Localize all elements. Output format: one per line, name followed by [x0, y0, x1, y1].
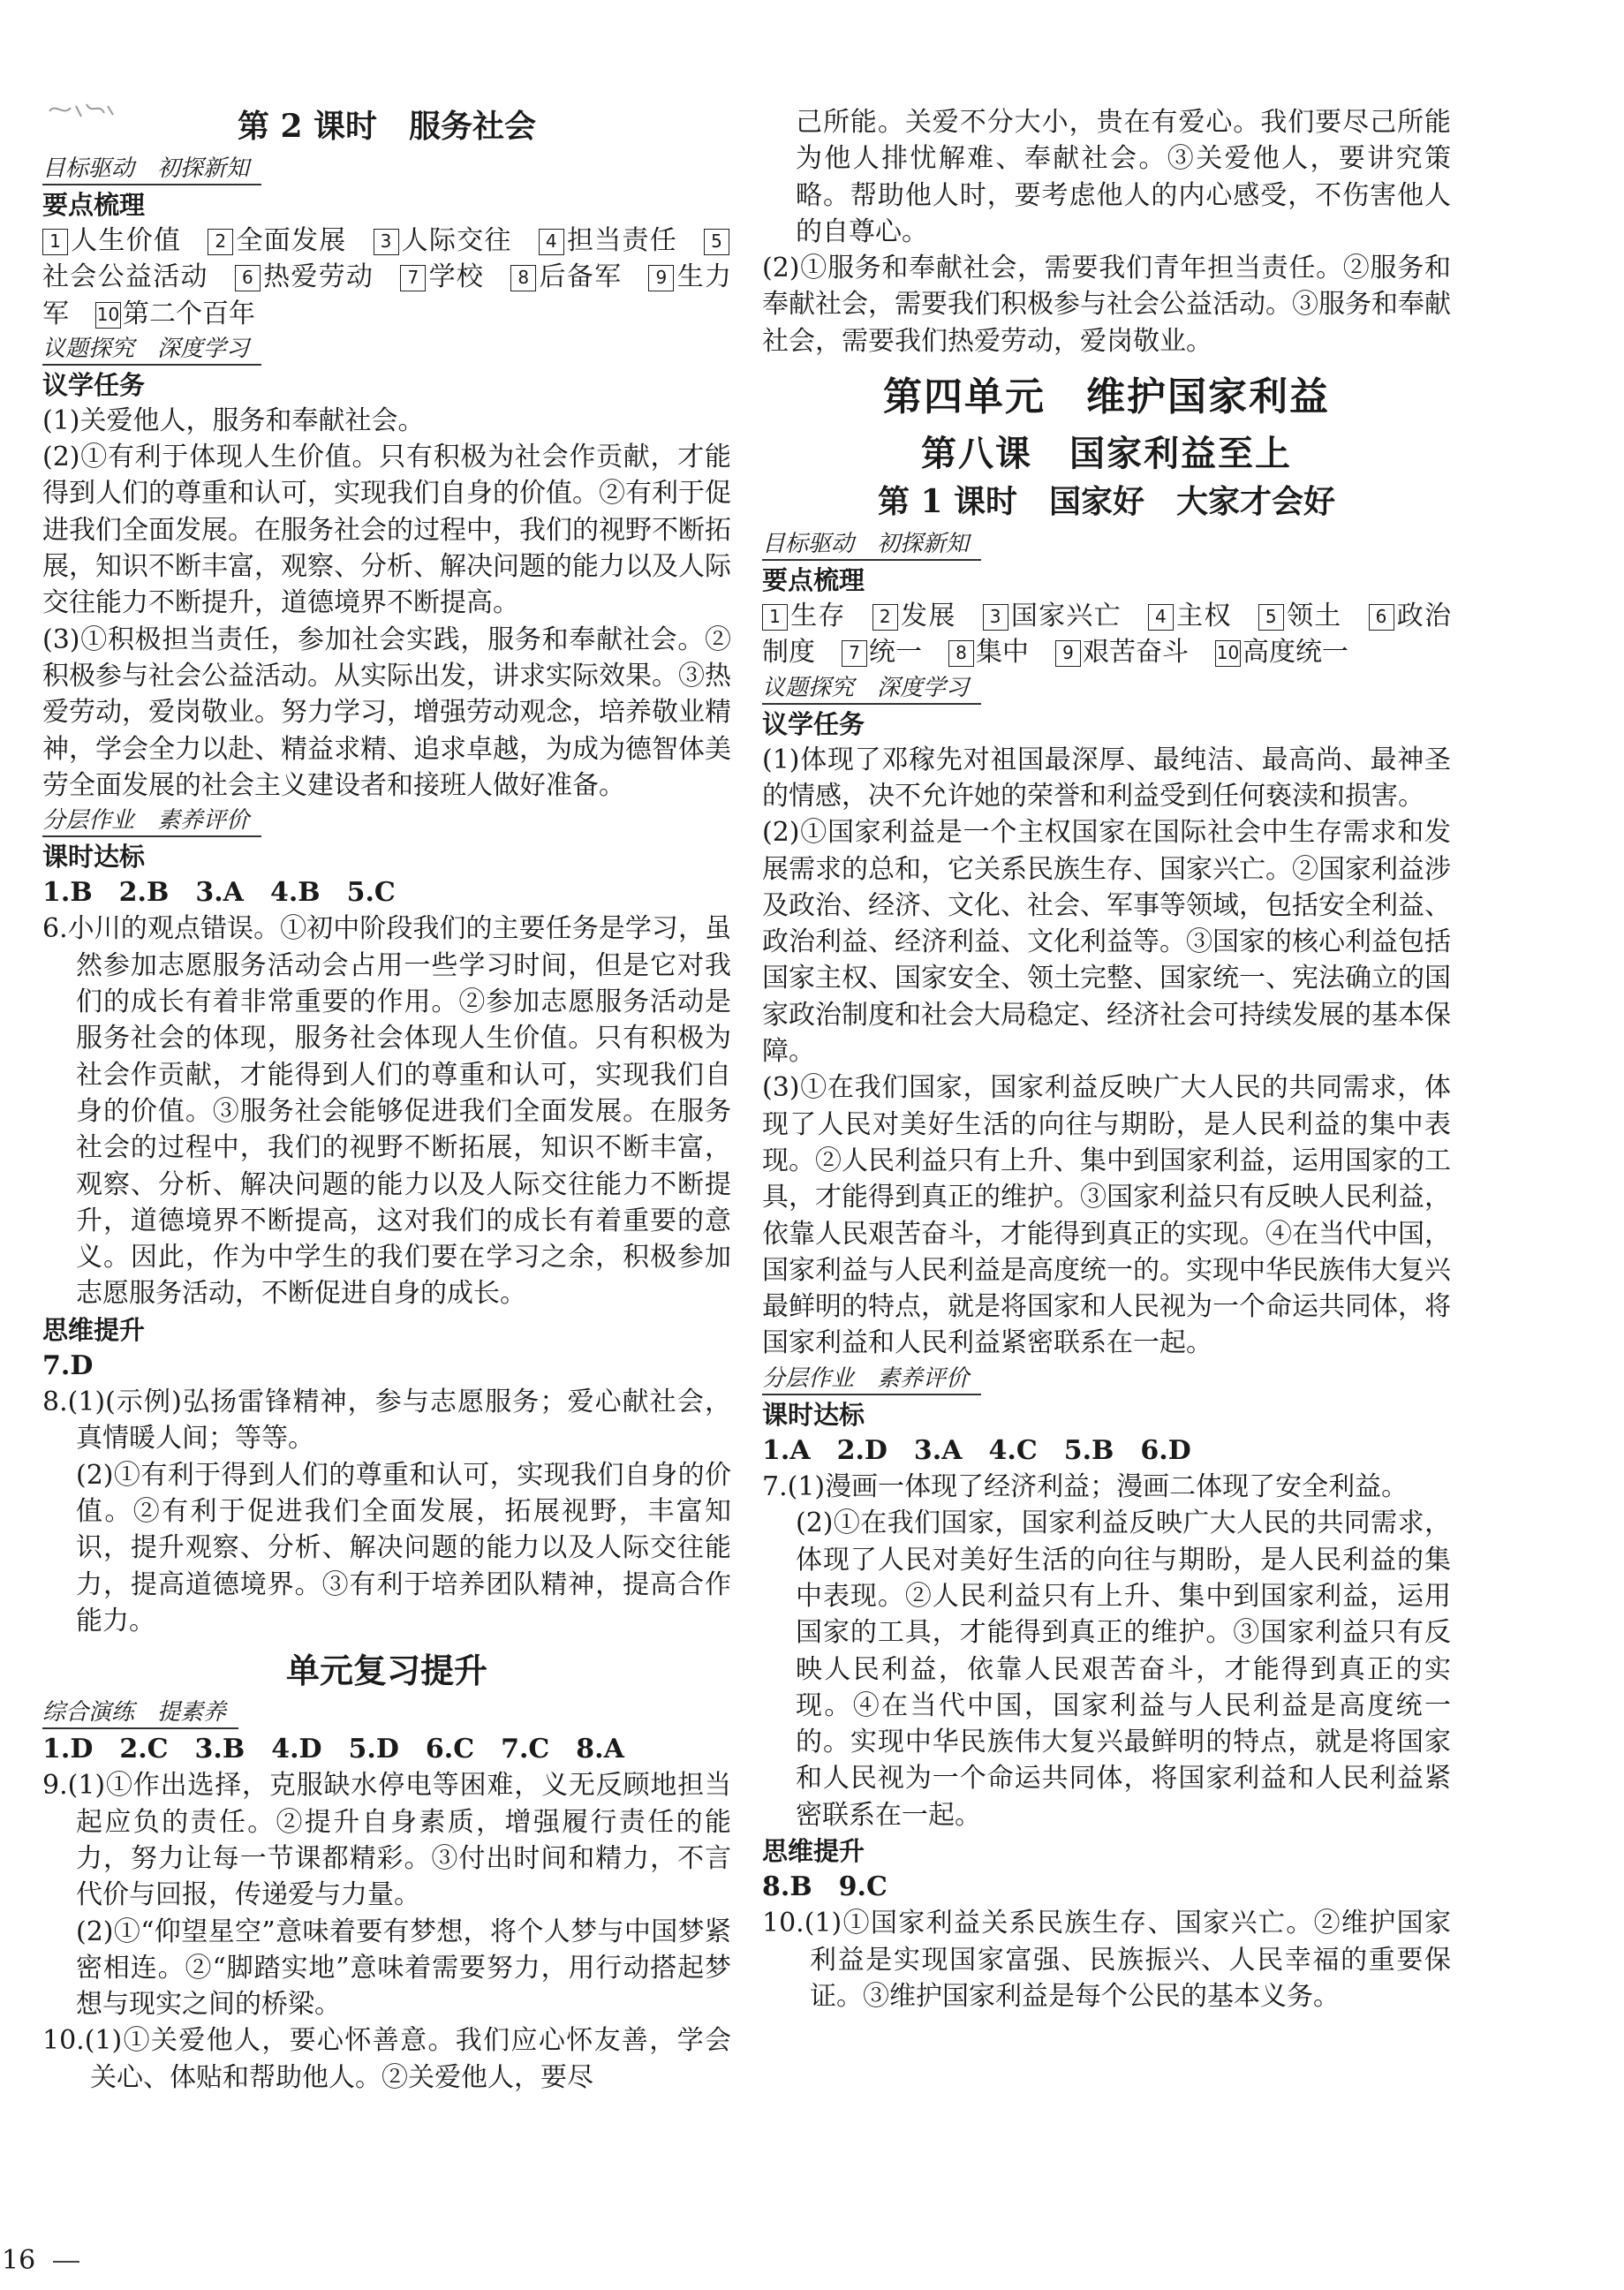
section-heading: 要点梳理: [42, 190, 146, 220]
question-answer: 6.小川的观点错误。①初中阶段我们的主要任务是学习，虽然参加志愿服务活动会占用一些学习时间，但是它对我们的成长有着非常重要的作用。②参加志愿服务活动是服务社会的体现，服务社会体现人生价值。只有积极为社会作贡献，才能得到人们的尊重和认可，实现我们自身的价值。③服务社会能够促进我们全面发展。在服务社会的过程中，我们的视野不断拓展，知识不断丰富，观察、分析、解决问题的能力以及人际交往能力不断提升，道德境界不断提高，这对我们的成长有着重要的意义。因此，作为中学生的我们要在学习之余，积极参加志愿服务活动，不断促进自身的成长。: [42, 913, 731, 1310]
task-answer: (1)关爱他人，服务和奉献社会。: [42, 404, 425, 436]
key-point-item: [374, 225, 512, 256]
key-point-item: [1258, 601, 1342, 631]
section-banner: 分层作业 素养评价: [762, 1364, 981, 1395]
key-point-number-box: 1: [42, 229, 68, 255]
task-answer: (3)①积极担当责任，参加社会实践，服务和奉献社会。②积极参与社会公益活动。从实际出发，讲求实际效果。③热爱劳动，爱岗敬业。努力学习，增强劳动观念，培养敬业精神，学会全力以赴、精益求精、追求卓越，为成为德智体美劳全面发展的社会主义建设者和接班人做好准备。: [42, 624, 731, 801]
key-point-text: 生力军: [42, 261, 732, 329]
key-point-number-box: 2: [872, 604, 898, 631]
key-point-text: 担当责任: [565, 225, 677, 256]
key-point-item: [42, 225, 181, 256]
right-column: [762, 104, 1451, 2014]
key-point-number-box: 3: [374, 229, 399, 255]
unit-title: 第四单元 维护国家利益: [883, 374, 1330, 420]
key-point-text: 发展: [899, 601, 956, 632]
key-point-number-box: 3: [983, 604, 1008, 631]
key-point-text: 主权: [1175, 601, 1232, 632]
key-point-number-box: 10: [95, 302, 121, 329]
key-point-item: [842, 637, 922, 668]
key-point-item: [400, 261, 484, 292]
lesson-title: 第 1 课时 国家好 大家才会好: [877, 483, 1336, 521]
key-point-text: 人生价值: [70, 225, 182, 256]
choice-answers: 8.B 9.C: [762, 1871, 888, 1902]
key-point-item: [872, 601, 956, 631]
key-point-number-box: 4: [539, 229, 564, 255]
section-banner: 综合演练 提素养: [42, 1697, 238, 1729]
key-point-text: 集中: [976, 637, 1029, 669]
question-answer: 10.(1)①国家利益关系民族生存、国家兴亡。②维护国家利益是实现国家富强、民族振兴、人民幸福的重要保证。③维护国家利益是每个公民的基本义务。: [762, 1908, 1451, 2012]
key-point-number-box: 8: [510, 265, 536, 291]
page-number-dash: [53, 2261, 79, 2263]
key-point-number-box: 2: [208, 229, 233, 255]
question-answer: 7.(1)漫画一体现了经济利益；漫画二体现了安全利益。: [762, 1471, 1409, 1503]
key-point-text: 政治制度: [762, 601, 1452, 669]
choice-answers: 7.D: [42, 1349, 94, 1381]
key-point-number-box: 9: [1055, 640, 1081, 667]
task-answer: (3)①在我们国家，国家利益反映广大人民的共同需求，体现了人民对美好生活的向往与期盼，是人民利益的集中表现。②人民利益只有上升、集中到国家利益，运用国家的工具，才能得到真正的维护。③国家利益只有反映人民利益，依靠人民艰苦奋斗，才能得到真正的实现。④在当代中国，国家利益与人民利益是高度统一的。实现中华民族伟大复兴最鲜明的特点，就是将国家和人民视为一个命运共同体，将国家利益和人民利益紧密联系在一起。: [762, 1072, 1451, 1359]
section-banner: 目标驱动 初探新知: [762, 529, 981, 561]
key-point-item: [1148, 601, 1232, 631]
key-point-item: [1055, 637, 1189, 668]
section-banner: 分层作业 素养评价: [42, 805, 261, 837]
key-point-item: [539, 225, 677, 256]
key-point-text: 人际交往: [400, 225, 512, 256]
choice-answers: 1.A 2.D 3.A 4.C 5.B 6.D: [762, 1434, 1191, 1466]
section-heading: 议学任务: [762, 708, 865, 739]
key-point-text: 后备军: [538, 261, 623, 293]
key-point-number-box: 4: [1148, 604, 1174, 631]
question-answer: 9.(1)①作出选择，克服缺水停电等困难，义无反顾地担当起应负的责任。②提升自身素质，增强履行责任的能力，努力让每一节课都精彩。③付出时间和精力，不言代价与回报，传递爱与力量。: [42, 1770, 731, 1911]
key-point-text: 第二个百年: [123, 298, 255, 329]
key-point-text: 社会公益活动: [42, 261, 208, 293]
page-number: 16: [2, 2245, 36, 2276]
key-point-item: [510, 261, 622, 292]
key-point-number-box: 5: [704, 229, 729, 255]
task-answer: (1)体现了邓稼先对祖国最深厚、最纯洁、最高尚、最神圣的情感，决不允许她的荣誉和利益受到任何亵渎和损害。: [762, 744, 1451, 812]
left-column: [42, 104, 731, 2096]
question-answer-part: (2)①“仰望星空”意味着要有梦想，将个人梦与中国梦紧密相连。②“脚踏实地”意味着需要努力，用行动搭起梦想与现实之间的桥梁。: [76, 1916, 731, 2021]
key-point-text: 全面发展: [235, 225, 347, 256]
key-point-text: 学校: [427, 261, 485, 293]
section-heading: 课时达标: [762, 1399, 865, 1430]
key-point-number-box: 6: [1369, 604, 1394, 631]
question-answer-part: (2)①在我们国家，国家利益反映广大人民的共同需求，体现了人民对美好生活的向往与期盼，是人民利益的集中表现。②人民利益只有上升、集中到国家利益，运用国家的工具，才能得到真正的维护。③国家利益只有反映人民利益，依靠人民艰苦奋斗，才能得到真正的实现。④在当代中国，国家利益与人民利益是高度统一的。实现中华民族伟大复兴最鲜明的特点，就是将国家和人民视为一个命运共同体，将国家利益和人民利益紧密联系在一起。: [796, 1508, 1451, 1831]
key-point-item: [948, 637, 1029, 668]
key-points-list: [42, 223, 731, 332]
key-point-text: 热爱劳动: [261, 261, 374, 293]
key-point-number-box: 7: [842, 640, 867, 667]
key-point-item: [1215, 637, 1348, 668]
key-point-number-box: 7: [400, 265, 426, 291]
key-point-text: 生存: [789, 601, 846, 632]
section-banner: 目标驱动 初探新知: [42, 154, 261, 185]
key-point-item: [983, 601, 1122, 631]
section-heading: 课时达标: [42, 842, 146, 873]
question-answer: 8.(1)(示例)弘扬雷锋精神，参与志愿服务；爱心献社会，真情暖人间；等等。: [42, 1387, 731, 1455]
question-answer: 10.(1)①关爱他人，要心怀善意。我们应心怀友善，学会关心、体贴和帮助他人。②关爱他人，要尽: [42, 2025, 731, 2093]
key-point-item: [95, 299, 255, 329]
choice-answers: 1.D 2.C 3.B 4.D 5.D 6.C 7.C 8.A: [42, 1734, 624, 1765]
key-point-text: 高度统一: [1243, 637, 1348, 669]
section-heading: 议学任务: [42, 369, 146, 400]
question-answer-part: (2)①有利于得到人们的尊重和认可，实现我们自身的价值。②有利于促进我们全面发展，拓展视野，丰富知识，提升观察、分析、解决问题的能力以及人际交往能力，提高道德境界。③有利于培养团队精神，提高合作能力。: [76, 1459, 731, 1636]
key-point-text: 领土: [1285, 601, 1342, 632]
key-point-number-box: 10: [1215, 640, 1241, 667]
lesson-title: 第 2 课时 服务社会: [237, 108, 537, 145]
key-points-list: [762, 598, 1451, 671]
key-point-number-box: 5: [1258, 604, 1284, 631]
task-answer: (2)①国家利益是一个主权国家在国际社会中生存需求和发展需求的总和，它关系民族生存、国家兴亡。②国家利益涉及政治、经济、文化、社会、军事等领域，包括安全利益、政治利益、经济利益、文化利益等。③国家的核心利益包括国家主权、国家安全、领土完整、国家统一、宪法确立的国家政治制度和社会大局稳定、经济社会可持续发展的基本保障。: [762, 817, 1451, 1068]
key-point-text: 艰苦奋斗: [1083, 637, 1189, 669]
section-banner: 议题探究 深度学习: [42, 334, 261, 366]
course-title: 第八课 国家利益至上: [921, 433, 1292, 475]
section-heading: 思维提升: [762, 1835, 865, 1866]
key-point-item: [762, 601, 846, 631]
key-point-number-box: 6: [235, 265, 261, 291]
section-heading: 要点梳理: [762, 565, 865, 596]
key-point-number-box: 9: [648, 265, 674, 291]
unit-review-title: 单元复习提升: [285, 1651, 487, 1691]
question-answer-part: (2)①服务和奉献社会，需要我们青年担当责任。②服务和奉献社会，需要我们积极参与社会公益活动。③服务和奉献社会，需要我们热爱劳动，爱岗敬业。: [762, 253, 1451, 357]
choice-answers: 1.B 2.B 3.A 4.B 5.C: [42, 877, 396, 909]
key-point-item: [208, 225, 346, 256]
task-answer: (2)①有利于体现人生价值。只有积极为社会作贡献，才能得到人们的尊重和认可，实现我们自身的价值。②有利于促进我们全面发展。在服务社会的过程中，我们的视野不断拓展，知识不断丰富，观察、分析、解决问题的能力以及人际交往能力不断提升，道德境界不断提高。: [42, 442, 731, 619]
key-point-number-box: 1: [762, 604, 788, 631]
section-heading: 思维提升: [42, 1314, 146, 1345]
key-point-item: [235, 261, 374, 292]
question-answer-part: 己所能。关爱不分大小，贵在有爱心。我们要尽己所能为他人排忧解难、奉献社会。③关爱他人，要讲究策略。帮助他人时，要考虑他人的内心感受，不伤害他人的自尊心。: [796, 107, 1451, 247]
key-point-text: 统一: [869, 637, 922, 669]
key-point-text: 国家兴亡: [1009, 601, 1122, 632]
key-point-number-box: 8: [948, 640, 974, 667]
section-banner: 议题探究 深度学习: [762, 673, 981, 705]
